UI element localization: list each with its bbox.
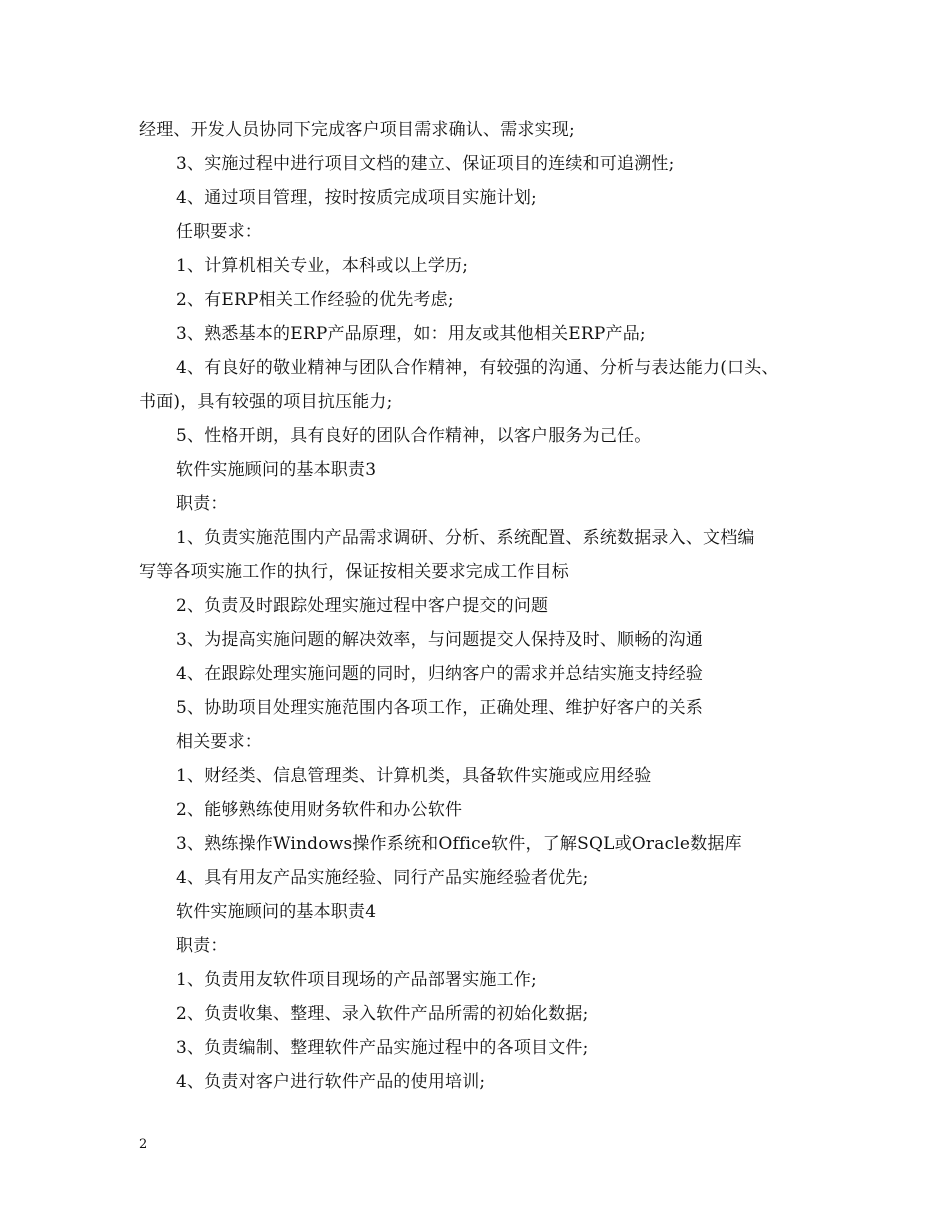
- text-line: 经理、开发人员协同下完成客户项目需求确认、需求实现;: [139, 120, 575, 140]
- text-line: 4、负责对客户进行软件产品的使用培训;: [176, 1072, 486, 1092]
- section-heading: 职责：: [176, 494, 228, 514]
- text-line: 2、负责收集、整理、录入软件产品所需的初始化数据;: [176, 1004, 589, 1024]
- section-heading: 任职要求：: [176, 222, 262, 242]
- text-line: 写等各项实施工作的执行，保证按相关要求完成工作目标: [139, 562, 569, 582]
- section-heading: 软件实施顾问的基本职责4: [176, 902, 377, 922]
- page-number: 2: [139, 1137, 148, 1152]
- section-heading: 软件实施顾问的基本职责3: [176, 460, 377, 480]
- text-line: 1、计算机相关专业，本科或以上学历;: [176, 256, 469, 276]
- text-line: 4、通过项目管理，按时按质完成项目实施计划;: [176, 188, 537, 208]
- text-line: 3、实施过程中进行项目文档的建立、保证项目的连续和可追溯性;: [176, 154, 675, 174]
- text-line: 5、协助项目处理实施范围内各项工作，正确处理、维护好客户的关系: [176, 698, 704, 718]
- text-line: 4、在跟踪处理实施问题的同时，归纳客户的需求并总结实施支持经验: [176, 664, 704, 684]
- text-line: 2、能够熟练使用财务软件和办公软件: [176, 800, 463, 820]
- text-line: 书面)，具有较强的项目抗压能力;: [139, 392, 393, 412]
- text-line: 5、性格开朗，具有良好的团队合作精神，以客户服务为己任。: [176, 426, 652, 446]
- text-line: 1、财经类、信息管理类、计算机类，具备软件实施或应用经验: [176, 766, 652, 786]
- section-heading: 相关要求：: [176, 732, 262, 752]
- section-heading: 职责：: [176, 936, 228, 956]
- text-line: 2、有ERP相关工作经验的优先考虑;: [176, 290, 454, 310]
- text-line: 4、具有用友产品实施经验、同行产品实施经验者优先;: [176, 868, 589, 888]
- text-line: 1、负责实施范围内产品需求调研、分析、系统配置、系统数据录入、文档编: [176, 528, 755, 548]
- text-line: 3、为提高实施问题的解决效率，与问题提交人保持及时、顺畅的沟通: [176, 630, 704, 650]
- text-line: 3、熟练操作Windows操作系统和Office软件，了解SQL或Oracle数据库: [176, 834, 742, 854]
- text-line: 1、负责用友软件项目现场的产品部署实施工作;: [176, 970, 537, 990]
- text-line: 3、负责编制、整理软件产品实施过程中的各项目文件;: [176, 1038, 589, 1058]
- text-line: 4、有良好的敬业精神与团队合作精神，有较强的沟通、分析与表达能力(口头、: [176, 358, 779, 378]
- text-line: 2、负责及时跟踪处理实施过程中客户提交的问题: [176, 596, 549, 616]
- text-line: 3、熟悉基本的ERP产品原理，如：用友或其他相关ERP产品;: [176, 324, 646, 344]
